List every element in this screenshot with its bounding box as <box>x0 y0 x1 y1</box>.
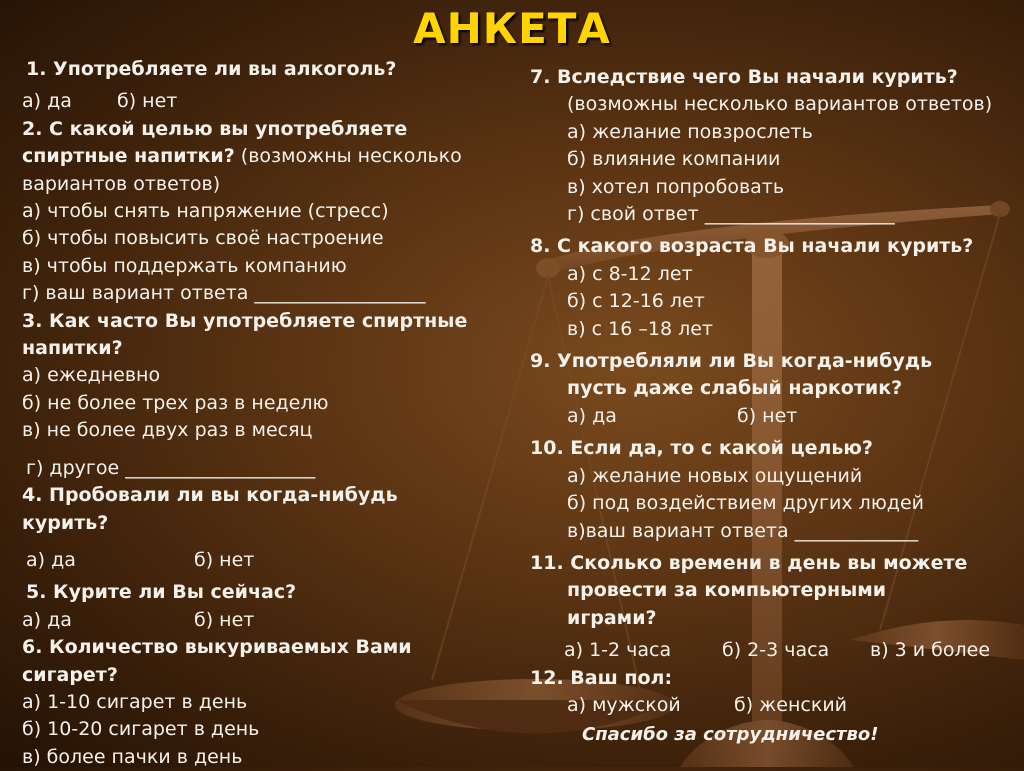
question-6-line2: сигарет? <box>22 663 118 686</box>
answer-option: б) нет <box>117 90 178 113</box>
answer-option: а) с 8-12 лет <box>567 262 693 285</box>
answer-option: а) да <box>26 548 76 571</box>
question-9-line2: пусть даже слабый наркотик? <box>567 377 903 400</box>
answer-option: а) 1-2 часа <box>564 639 672 662</box>
question-2-line3: вариантов ответов) <box>22 172 221 195</box>
answer-option: а) ежедневно <box>22 364 161 387</box>
answer-row <box>530 403 1024 430</box>
answer-row <box>22 88 522 115</box>
answer-option: б) нет <box>737 404 798 427</box>
question-8: 8. С какого возраста Вы начали курить? <box>530 235 974 258</box>
answer-row <box>22 547 522 574</box>
answer-option: б) под воздействием других людей <box>567 492 924 515</box>
answer-option: г) ваш вариант ответа __________________ <box>22 282 426 305</box>
answer-option: в) с 16 –18 лет <box>567 317 713 340</box>
page-title: АНКЕТА <box>413 4 611 53</box>
thanks-note: Спасибо за сотрудничество! <box>582 724 879 746</box>
answer-option: а) мужской <box>567 693 681 716</box>
answer-option: а) да <box>567 404 617 427</box>
question-10: 10. Если да, то с какой целью? <box>530 437 873 460</box>
answer-row <box>530 692 1024 719</box>
question-11-line2: провести за компьютерными <box>567 579 887 602</box>
answer-option: а) желание повзрослеть <box>567 120 813 143</box>
question-7: 7. Вследствие чего Вы начали курить? <box>530 66 958 88</box>
question-4: 4. Пробовали ли вы когда-нибудь <box>22 484 398 507</box>
left-column <box>22 56 522 771</box>
answer-option: б) влияние компании <box>567 148 781 171</box>
answer-option: б) с 12-16 лет <box>567 290 705 313</box>
answer-option: г) другое ____________________ <box>26 456 316 479</box>
question-11: 11. Сколько времени в день вы можете <box>530 551 968 574</box>
answer-option: в)ваш вариант ответа _____________ <box>567 519 919 542</box>
question-2-line2: спиртные напитки? (возможны несколько <box>22 145 462 168</box>
answer-option: б) нет <box>194 548 255 571</box>
question-1: 1. Употребляете ли вы алкоголь? <box>26 58 397 80</box>
question-11-line3: играми? <box>567 606 657 629</box>
question-3: 3. Как часто Вы употребляете спиртные <box>22 309 468 332</box>
question-5: 5. Курите ли Вы сейчас? <box>26 581 297 604</box>
answer-option: в) не более двух раз в месяц <box>22 419 313 442</box>
answer-option: в) более пачки в день <box>22 745 243 768</box>
question-12: 12. Ваш пол: <box>530 666 673 689</box>
question-4-line2: курить? <box>22 511 109 534</box>
answer-option: в) 3 и более <box>870 639 991 662</box>
answer-option: а) желание новых ощущений <box>567 464 863 487</box>
answer-option: б) чтобы повысить своё настроение <box>22 227 384 250</box>
right-column <box>530 64 1024 749</box>
answer-option: б) нет <box>194 608 255 631</box>
answer-option: г) свой ответ ____________________ <box>567 203 895 226</box>
question-6: 6. Количество выкуриваемых Вами <box>22 636 412 659</box>
question-2: 2. С какой целью вы употребляете <box>22 117 408 140</box>
answer-option: б) 2-3 часа <box>722 639 830 662</box>
answer-option: а) да <box>22 608 72 631</box>
answer-row <box>530 637 1024 664</box>
answer-row <box>22 607 522 634</box>
answer-option: а) чтобы снять напряжение (стресс) <box>22 200 389 223</box>
answer-option: б) 10-20 сигарет в день <box>22 718 260 741</box>
question-9: 9. Употребляли ли Вы когда-нибудь <box>530 350 933 373</box>
answer-option: б) женский <box>734 693 848 716</box>
answer-option: в) чтобы поддержать компанию <box>22 254 347 277</box>
answer-option: в) хотел попробовать <box>567 175 785 198</box>
answer-option: а) 1-10 сигарет в день <box>22 690 248 713</box>
question-7-hint: (возможны несколько вариантов ответов) <box>567 93 993 116</box>
answer-option: а) да <box>22 90 72 113</box>
answer-option: б) не более трех раз в неделю <box>22 391 329 414</box>
question-3-line2: напитки? <box>22 337 123 360</box>
